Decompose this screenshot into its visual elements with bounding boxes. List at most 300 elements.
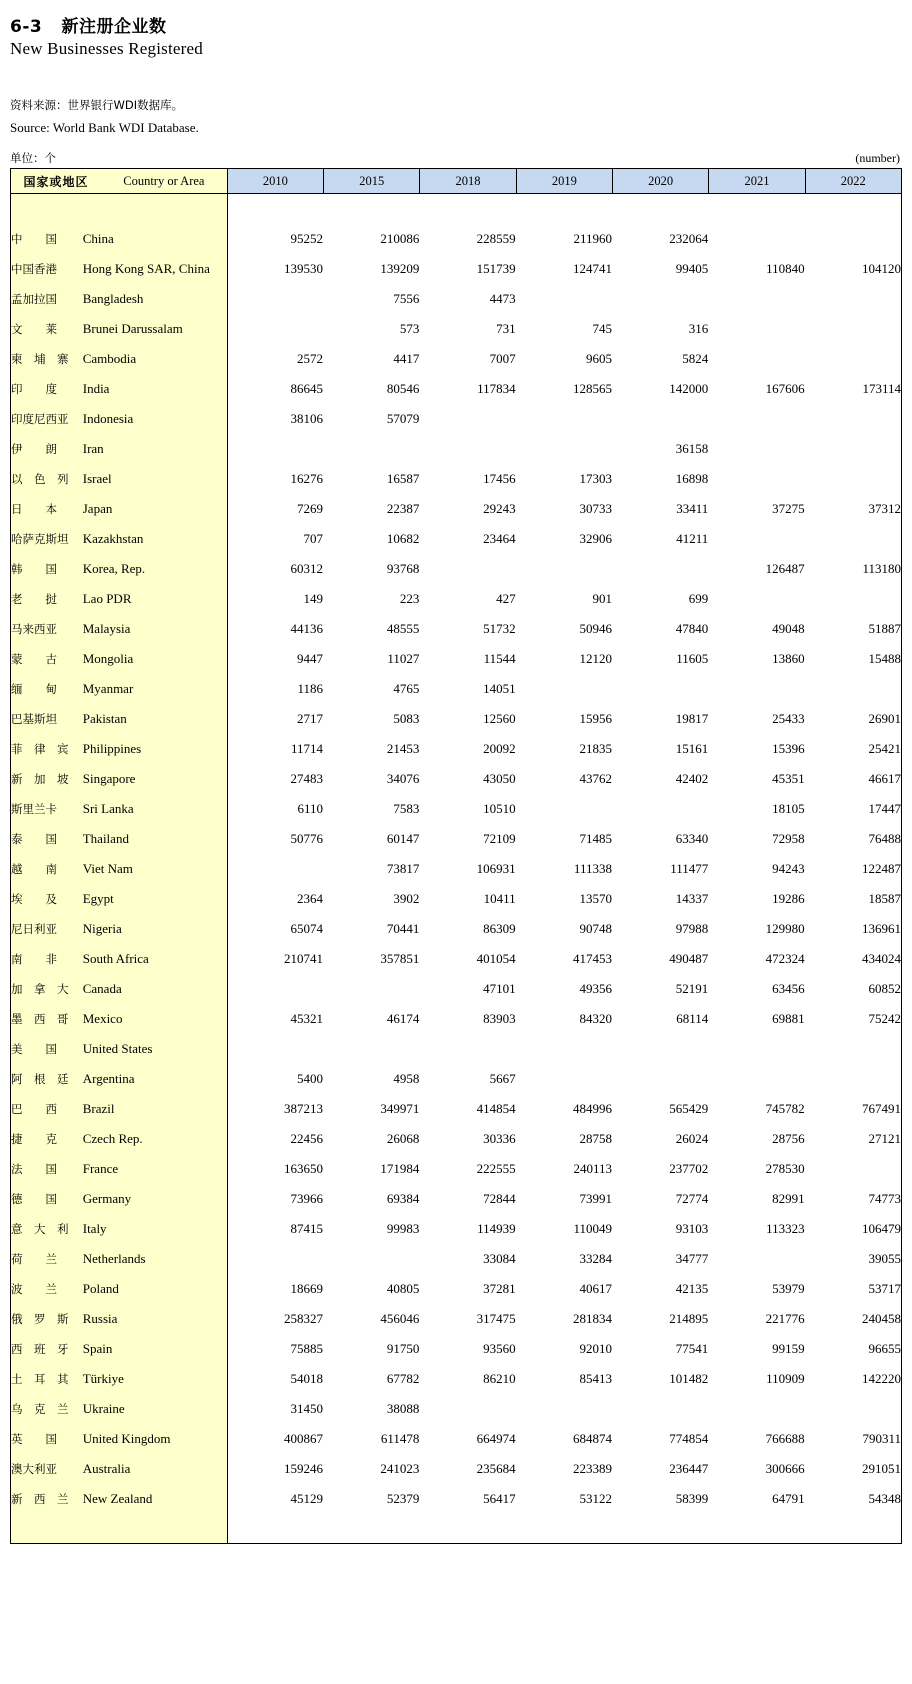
table-row [11,404,902,434]
value-cell: 10411 [420,884,516,914]
value-cell: 29243 [420,494,516,524]
value-cell: 22456 [227,1124,323,1154]
value-cell: 4958 [324,1064,420,1094]
value-cell [805,1394,901,1424]
table-header-row [11,169,902,194]
value-cell: 3902 [324,884,420,914]
value-cell [324,1034,420,1064]
value-cell: 18105 [709,794,805,824]
table-row [11,794,902,824]
bottom-cell-en [83,1514,227,1544]
value-cell: 50946 [516,614,612,644]
value-cell [709,464,805,494]
source-note-en: Source: World Bank WDI Database. [10,120,199,135]
value-cell: 74773 [805,1184,901,1214]
value-cell: 101482 [612,1364,708,1394]
value-cell: 7007 [420,344,516,374]
value-cell: 15161 [612,734,708,764]
value-cell: 5824 [612,344,708,374]
value-cell: 699 [612,584,708,614]
value-cell: 456046 [324,1304,420,1334]
value-cell: 69881 [709,1004,805,1034]
country-name-en: Netherlands [83,1244,227,1274]
value-cell: 214895 [612,1304,708,1334]
value-cell: 7269 [227,494,323,524]
value-cell: 43050 [420,764,516,794]
value-cell [709,1244,805,1274]
value-cell: 240113 [516,1154,612,1184]
value-cell: 47101 [420,974,516,1004]
country-name-cn: 墨 西 哥 [11,1004,83,1034]
value-cell: 80546 [324,374,420,404]
value-cell: 387213 [227,1094,323,1124]
value-cell: 210086 [324,224,420,254]
value-cell: 15488 [805,644,901,674]
value-cell: 316 [612,314,708,344]
value-cell: 291051 [805,1454,901,1484]
value-cell: 17303 [516,464,612,494]
value-cell: 6110 [227,794,323,824]
value-cell: 25421 [805,734,901,764]
value-cell: 400867 [227,1424,323,1454]
value-cell: 92010 [516,1334,612,1364]
value-cell: 129980 [709,914,805,944]
value-cell [516,554,612,584]
value-cell [227,1244,323,1274]
table-row [11,1154,902,1184]
country-name-en: Argentina [83,1064,227,1094]
value-cell: 5667 [420,1064,516,1094]
table-row [11,1454,902,1484]
value-cell: 16276 [227,464,323,494]
value-cell [709,224,805,254]
value-cell [612,284,708,314]
value-cell: 9605 [516,344,612,374]
country-name-cn: 韩 国 [11,554,83,584]
country-name-en: Myanmar [83,674,227,704]
value-cell: 13860 [709,644,805,674]
table-row [11,854,902,884]
country-name-cn: 阿 根 廷 [11,1064,83,1094]
value-cell: 84320 [516,1004,612,1034]
table-row [11,314,902,344]
value-cell: 19286 [709,884,805,914]
value-cell [612,1394,708,1424]
value-cell: 10510 [420,794,516,824]
value-cell [805,1034,901,1064]
country-name-cn: 以 色 列 [11,464,83,494]
value-cell [612,404,708,434]
value-cell: 664974 [420,1424,516,1454]
value-cell: 37312 [805,494,901,524]
table-row [11,584,902,614]
page-title-cn-text: 新注册企业数 [61,17,167,37]
value-cell: 136961 [805,914,901,944]
country-name-en: Hong Kong SAR, China [83,254,227,284]
value-cell [516,1064,612,1094]
value-cell: 45129 [227,1484,323,1514]
value-cell: 76488 [805,824,901,854]
table-row [11,1424,902,1454]
value-cell: 124741 [516,254,612,284]
table-row [11,1274,902,1304]
value-cell: 16587 [324,464,420,494]
value-cell: 258327 [227,1304,323,1334]
value-cell: 2364 [227,884,323,914]
table-row [11,614,902,644]
value-cell: 766688 [709,1424,805,1454]
table-row [11,1124,902,1154]
country-name-en: Italy [83,1214,227,1244]
country-name-cn: 文 莱 [11,314,83,344]
value-cell: 18669 [227,1274,323,1304]
value-cell: 111338 [516,854,612,884]
value-cell: 278530 [709,1154,805,1184]
column-header-country [11,169,228,194]
value-cell [709,1064,805,1094]
country-name-en: Mongolia [83,644,227,674]
value-cell: 142000 [612,374,708,404]
value-cell: 52379 [324,1484,420,1514]
unit-row [10,150,902,166]
country-name-cn: 老 挝 [11,584,83,614]
country-name-en: Sri Lanka [83,794,227,824]
country-name-cn: 乌 克 兰 [11,1394,83,1424]
country-name-cn: 孟加拉国 [11,284,83,314]
country-name-en: Poland [83,1274,227,1304]
country-name-cn: 巴基斯坦 [11,704,83,734]
country-name-cn: 加 拿 大 [11,974,83,1004]
value-cell [709,524,805,554]
spacer-cell-num [420,194,516,224]
value-cell: 317475 [420,1304,516,1334]
value-cell [805,404,901,434]
country-name-cn: 澳大利亚 [11,1454,83,1484]
table-row [11,734,902,764]
value-cell: 790311 [805,1424,901,1454]
country-name-en: Spain [83,1334,227,1364]
country-name-cn: 越 南 [11,854,83,884]
value-cell: 37275 [709,494,805,524]
spacer-cell-num [324,194,420,224]
value-cell: 221776 [709,1304,805,1334]
table-row [11,884,902,914]
value-cell: 72774 [612,1184,708,1214]
value-cell: 51732 [420,614,516,644]
value-cell: 30733 [516,494,612,524]
value-cell: 33411 [612,494,708,524]
value-cell [805,464,901,494]
table-row [11,1184,902,1214]
column-header-year-2019: 2019 [516,169,612,194]
country-name-cn: 中 国 [11,224,83,254]
country-name-en: New Zealand [83,1484,227,1514]
value-cell: 2717 [227,704,323,734]
value-cell: 236447 [612,1454,708,1484]
table-row [11,224,902,254]
value-cell [612,554,708,584]
table-row [11,254,902,284]
value-cell: 417453 [516,944,612,974]
table-row [11,1004,902,1034]
table-row [11,464,902,494]
value-cell: 211960 [516,224,612,254]
value-cell: 9447 [227,644,323,674]
value-cell: 36158 [612,434,708,464]
value-cell [420,1034,516,1064]
column-header-year-2021: 2021 [709,169,805,194]
country-name-en: Canada [83,974,227,1004]
value-cell: 210741 [227,944,323,974]
country-name-en: Japan [83,494,227,524]
country-name-cn: 英 国 [11,1424,83,1454]
country-name-en: Korea, Rep. [83,554,227,584]
column-header-year-2020: 2020 [612,169,708,194]
value-cell: 5400 [227,1064,323,1094]
value-cell: 43762 [516,764,612,794]
country-name-cn: 捷 克 [11,1124,83,1154]
value-cell: 54018 [227,1364,323,1394]
page-title-cn [10,12,902,37]
value-cell: 33284 [516,1244,612,1274]
value-cell: 16898 [612,464,708,494]
value-cell: 490487 [612,944,708,974]
value-cell [324,974,420,1004]
country-name-cn: 西 班 牙 [11,1334,83,1364]
value-cell [709,434,805,464]
table-bottom-row [11,1514,902,1544]
value-cell: 27483 [227,764,323,794]
value-cell: 63456 [709,974,805,1004]
value-cell: 87415 [227,1214,323,1244]
value-cell: 434024 [805,944,901,974]
value-cell: 159246 [227,1454,323,1484]
country-name-cn: 柬 埔 寨 [11,344,83,374]
value-cell: 1186 [227,674,323,704]
value-cell: 41211 [612,524,708,554]
country-name-cn: 中国香港 [11,254,83,284]
column-header-country-en: Country or Area [123,173,205,188]
value-cell: 49048 [709,614,805,644]
country-name-en: Malaysia [83,614,227,644]
value-cell: 73991 [516,1184,612,1214]
value-cell [420,434,516,464]
value-cell: 26901 [805,704,901,734]
country-name-en: South Africa [83,944,227,974]
table-row [11,1304,902,1334]
value-cell: 86645 [227,374,323,404]
unit-label-en: (number) [855,151,900,165]
country-name-cn: 德 国 [11,1184,83,1214]
country-name-cn: 新 加 坡 [11,764,83,794]
value-cell: 47840 [612,614,708,644]
value-cell: 484996 [516,1094,612,1124]
value-cell: 4417 [324,344,420,374]
value-cell [805,1154,901,1184]
country-name-cn: 泰 国 [11,824,83,854]
value-cell [709,674,805,704]
value-cell: 17456 [420,464,516,494]
value-cell [420,1394,516,1424]
value-cell [227,1034,323,1064]
country-name-cn: 伊 朗 [11,434,83,464]
value-cell: 34076 [324,764,420,794]
value-cell [516,404,612,434]
value-cell: 45351 [709,764,805,794]
value-cell: 64791 [709,1484,805,1514]
spacer-cell-num [227,194,323,224]
country-name-cn: 波 兰 [11,1274,83,1304]
value-cell: 22387 [324,494,420,524]
value-cell: 48555 [324,614,420,644]
value-cell: 26024 [612,1124,708,1154]
value-cell: 126487 [709,554,805,584]
value-cell: 45321 [227,1004,323,1034]
bottom-cell-cn [11,1514,83,1544]
value-cell [324,434,420,464]
value-cell: 95252 [227,224,323,254]
source-note-cn: 资料来源：世界银行WDI数据库。 [10,98,184,112]
value-cell: 684874 [516,1424,612,1454]
country-name-cn: 哈萨克斯坦 [11,524,83,554]
value-cell: 18587 [805,884,901,914]
country-name-en: France [83,1154,227,1184]
value-cell: 7583 [324,794,420,824]
country-name-en: Mexico [83,1004,227,1034]
value-cell: 20092 [420,734,516,764]
value-cell: 173114 [805,374,901,404]
value-cell [805,1064,901,1094]
value-cell: 151739 [420,254,516,284]
value-cell: 40617 [516,1274,612,1304]
value-cell: 349971 [324,1094,420,1124]
value-cell: 14337 [612,884,708,914]
value-cell: 67782 [324,1364,420,1394]
value-cell: 12120 [516,644,612,674]
country-name-cn: 土 耳 其 [11,1364,83,1394]
country-name-en: China [83,224,227,254]
country-name-cn: 蒙 古 [11,644,83,674]
value-cell: 70441 [324,914,420,944]
value-cell: 11544 [420,644,516,674]
value-cell: 300666 [709,1454,805,1484]
value-cell [420,554,516,584]
value-cell: 357851 [324,944,420,974]
value-cell: 65074 [227,914,323,944]
value-cell [227,974,323,1004]
value-cell: 223389 [516,1454,612,1484]
value-cell: 77541 [612,1334,708,1364]
country-name-en: Egypt [83,884,227,914]
value-cell: 122487 [805,854,901,884]
bottom-cell-num [516,1514,612,1544]
bottom-cell-num [612,1514,708,1544]
value-cell: 51887 [805,614,901,644]
table-row [11,1334,902,1364]
spacer-cell-num [709,194,805,224]
unit-label-cn: 单位：个 [10,151,56,165]
value-cell: 42135 [612,1274,708,1304]
value-cell: 237702 [612,1154,708,1184]
value-cell: 53122 [516,1484,612,1514]
value-cell: 774854 [612,1424,708,1454]
value-cell [612,674,708,704]
value-cell: 93560 [420,1334,516,1364]
table-row [11,1244,902,1274]
value-cell: 71485 [516,824,612,854]
value-cell: 106479 [805,1214,901,1244]
value-cell: 53979 [709,1274,805,1304]
value-cell: 7556 [324,284,420,314]
value-cell: 11027 [324,644,420,674]
value-cell [805,314,901,344]
value-cell: 99159 [709,1334,805,1364]
value-cell: 69384 [324,1184,420,1214]
value-cell: 767491 [805,1094,901,1124]
value-cell: 17447 [805,794,901,824]
country-name-en: Nigeria [83,914,227,944]
value-cell [516,674,612,704]
value-cell: 63340 [612,824,708,854]
country-name-cn: 印度尼西亚 [11,404,83,434]
value-cell: 90748 [516,914,612,944]
bottom-cell-num [324,1514,420,1544]
value-cell [805,434,901,464]
country-name-en: Iran [83,434,227,464]
value-cell [709,584,805,614]
value-cell: 104120 [805,254,901,284]
country-name-en: India [83,374,227,404]
value-cell: 27121 [805,1124,901,1154]
value-cell: 34777 [612,1244,708,1274]
country-name-cn: 美 国 [11,1034,83,1064]
value-cell: 32906 [516,524,612,554]
value-cell: 232064 [612,224,708,254]
value-cell: 4765 [324,674,420,704]
value-cell: 11605 [612,644,708,674]
value-cell [324,1244,420,1274]
value-cell [805,224,901,254]
value-cell: 235684 [420,1454,516,1484]
value-cell: 93768 [324,554,420,584]
value-cell: 14051 [420,674,516,704]
country-name-cn: 菲 律 宾 [11,734,83,764]
value-cell: 85413 [516,1364,612,1394]
value-cell: 223 [324,584,420,614]
value-cell: 110909 [709,1364,805,1394]
table-row [11,374,902,404]
value-cell: 565429 [612,1094,708,1124]
value-cell: 58399 [612,1484,708,1514]
value-cell: 113323 [709,1214,805,1244]
country-name-en: United Kingdom [83,1424,227,1454]
value-cell: 38106 [227,404,323,434]
country-name-en: Germany [83,1184,227,1214]
value-cell: 60312 [227,554,323,584]
spacer-cell-num [516,194,612,224]
value-cell: 13570 [516,884,612,914]
value-cell: 19817 [612,704,708,734]
country-name-cn: 埃 及 [11,884,83,914]
table-row [11,1064,902,1094]
value-cell: 28758 [516,1124,612,1154]
table-row [11,1364,902,1394]
country-name-en: Ukraine [83,1394,227,1424]
value-cell: 401054 [420,944,516,974]
country-name-en: Thailand [83,824,227,854]
country-name-en: Bangladesh [83,284,227,314]
value-cell: 111477 [612,854,708,884]
